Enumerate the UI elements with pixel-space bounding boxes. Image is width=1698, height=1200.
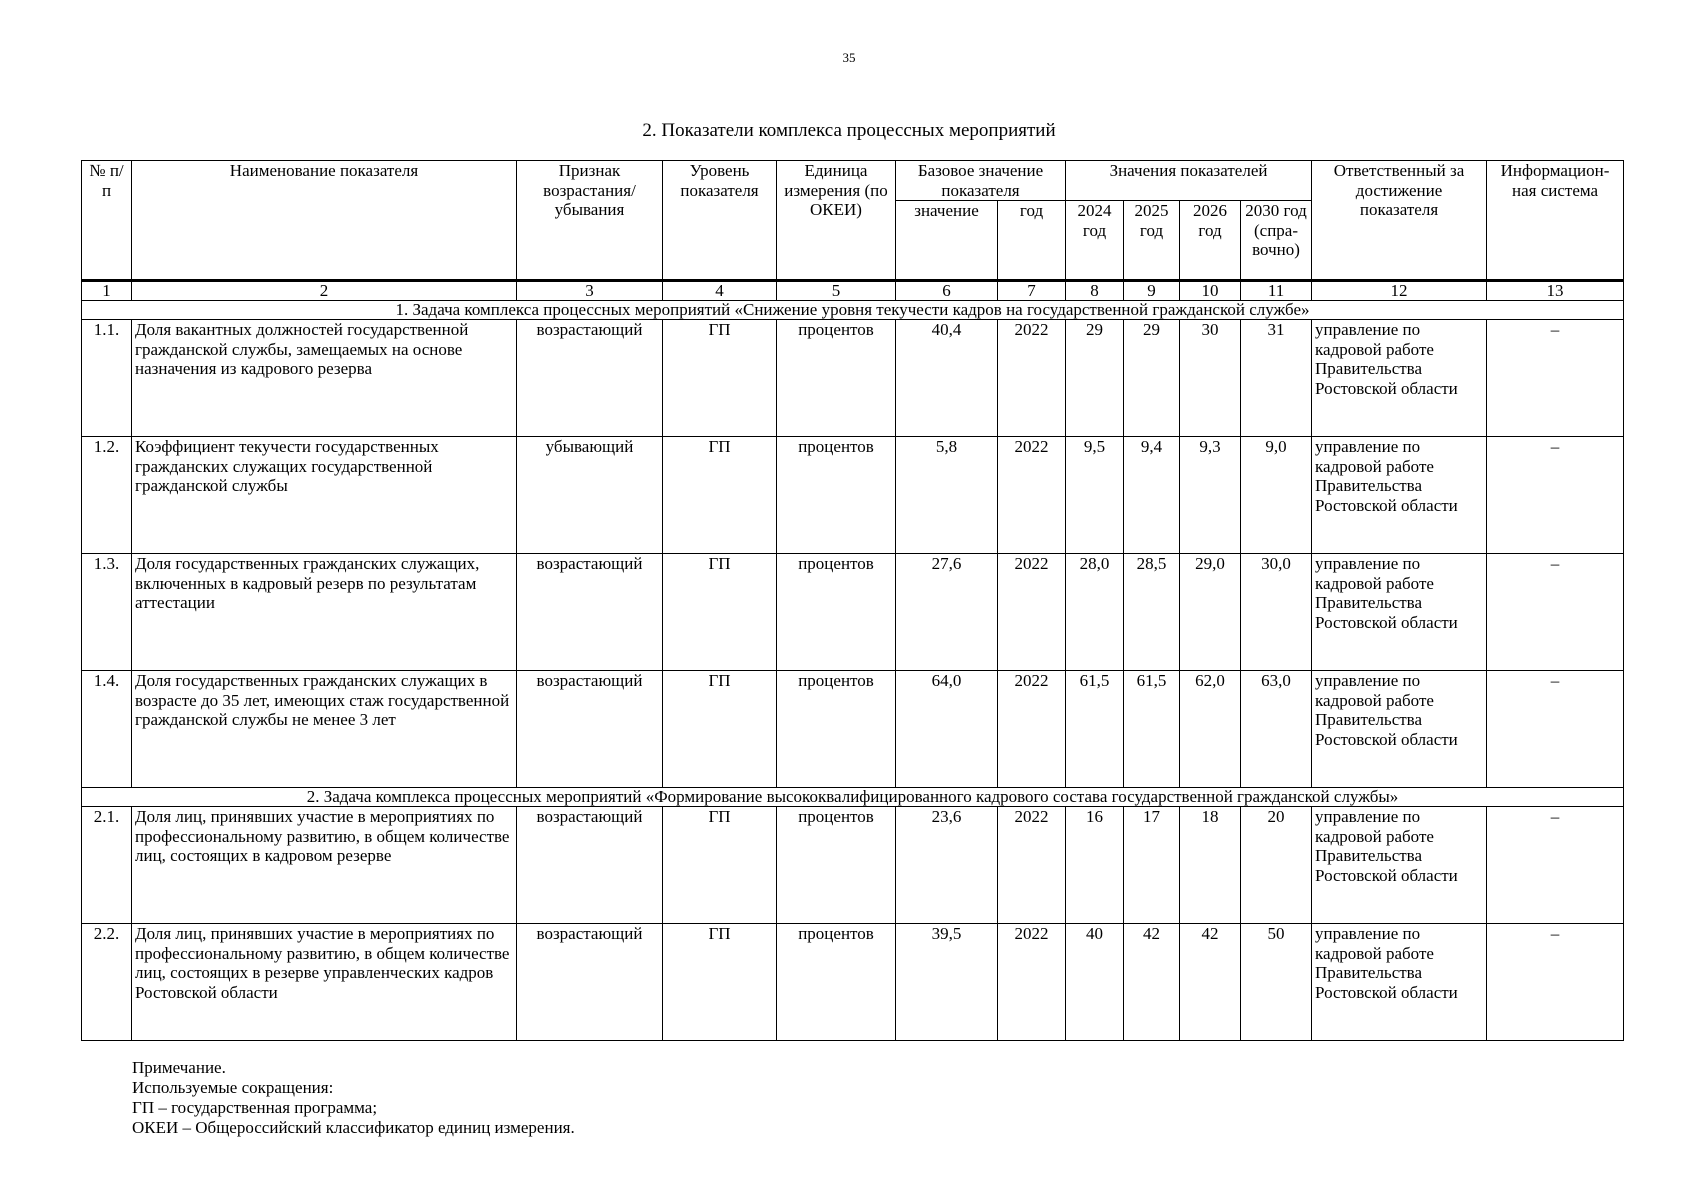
header-num: № п/п <box>82 161 132 281</box>
table-row <box>82 807 1624 924</box>
row-num: 2.1. <box>82 807 132 924</box>
table-row <box>82 554 1624 671</box>
header-2026: 2026 год <box>1180 201 1241 281</box>
value-2025-cell: 42 <box>1124 924 1180 1041</box>
table-body <box>82 281 1624 1041</box>
value-2030-cell: 50 <box>1241 924 1312 1041</box>
base-value-cell: 40,4 <box>896 320 998 437</box>
row-num: 1.4. <box>82 671 132 788</box>
column-number: 10 <box>1180 281 1241 301</box>
header-values: Значения показателей <box>1066 161 1312 201</box>
column-number: 1 <box>82 281 132 301</box>
responsible-cell: управление по кадровой работе Правительства Ростовской области <box>1312 320 1487 437</box>
level-cell: ГП <box>663 924 777 1041</box>
value-2026-cell: 62,0 <box>1180 671 1241 788</box>
header-base-value: значение <box>896 201 998 281</box>
base-value-cell: 64,0 <box>896 671 998 788</box>
row-num: 2.2. <box>82 924 132 1041</box>
info-system-cell: – <box>1487 320 1624 437</box>
header-base: Базовое значение показателя <box>896 161 1066 201</box>
abbreviations-title: Используемые сокращения: <box>132 1078 334 1097</box>
base-year-cell: 2022 <box>998 807 1066 924</box>
value-2024-cell: 29 <box>1066 320 1124 437</box>
value-2024-cell: 61,5 <box>1066 671 1124 788</box>
indicator-name: Доля государственных гражданских служащих в возрасте до 35 лет, имеющих стаж государственной гражданской службы не менее 3 лет <box>132 671 517 788</box>
sign-cell: возрастающий <box>517 924 663 1041</box>
sign-cell: возрастающий <box>517 807 663 924</box>
header-sign: Признак возрастания/ убывания <box>517 161 663 281</box>
table-row <box>82 924 1624 1041</box>
table-row <box>82 671 1624 788</box>
value-2024-cell: 40 <box>1066 924 1124 1041</box>
responsible-cell: управление по кадровой работе Правительства Ростовской области <box>1312 924 1487 1041</box>
row-num: 1.3. <box>82 554 132 671</box>
indicator-name: Доля лиц, принявших участие в мероприятиях по профессиональному развитию, в общем количестве лиц, состоящих в кадровом резерве <box>132 807 517 924</box>
column-number: 9 <box>1124 281 1180 301</box>
value-2030-cell: 30,0 <box>1241 554 1312 671</box>
task-title: 2. Задача комплекса процессных мероприятий «Формирование высококвалифицированного кадрового состава государственной гражданской службы» <box>82 788 1624 807</box>
unit-cell: процентов <box>777 924 896 1041</box>
responsible-cell: управление по кадровой работе Правительства Ростовской области <box>1312 807 1487 924</box>
header-2030: 2030 год (спра-вочно) <box>1241 201 1312 281</box>
task-title: 1. Задача комплекса процессных мероприятий «Снижение уровня текучести кадров на государственной гражданской службе» <box>82 301 1624 320</box>
value-2024-cell: 9,5 <box>1066 437 1124 554</box>
indicator-name: Доля вакантных должностей государственной гражданской службы, замещаемых на основе назначения из кадрового резерва <box>132 320 517 437</box>
base-year-cell: 2022 <box>998 320 1066 437</box>
unit-cell: процентов <box>777 320 896 437</box>
value-2025-cell: 29 <box>1124 320 1180 437</box>
sign-cell: возрастающий <box>517 671 663 788</box>
value-2025-cell: 17 <box>1124 807 1180 924</box>
value-2024-cell: 28,0 <box>1066 554 1124 671</box>
table-row <box>82 437 1624 554</box>
value-2025-cell: 61,5 <box>1124 671 1180 788</box>
value-2026-cell: 9,3 <box>1180 437 1241 554</box>
unit-cell: процентов <box>777 671 896 788</box>
header-info-system: Информацион-ная система <box>1487 161 1624 281</box>
table-header <box>82 161 1624 281</box>
value-2024-cell: 16 <box>1066 807 1124 924</box>
base-year-cell: 2022 <box>998 924 1066 1041</box>
sign-cell: возрастающий <box>517 554 663 671</box>
info-system-cell: – <box>1487 671 1624 788</box>
base-value-cell: 27,6 <box>896 554 998 671</box>
column-number: 7 <box>998 281 1066 301</box>
column-number: 11 <box>1241 281 1312 301</box>
table-row <box>82 320 1624 437</box>
value-2030-cell: 31 <box>1241 320 1312 437</box>
header-level: Уровень показателя <box>663 161 777 281</box>
row-num: 1.2. <box>82 437 132 554</box>
value-2030-cell: 20 <box>1241 807 1312 924</box>
info-system-cell: – <box>1487 924 1624 1041</box>
abbreviation-item: ГП – государственная программа; <box>132 1098 378 1117</box>
header-base-year: год <box>998 201 1066 281</box>
value-2026-cell: 18 <box>1180 807 1241 924</box>
base-value-cell: 23,6 <box>896 807 998 924</box>
header-responsible: Ответственный за достижение показателя <box>1312 161 1487 281</box>
row-num: 1.1. <box>82 320 132 437</box>
column-number: 5 <box>777 281 896 301</box>
indicator-name: Доля государственных гражданских служащих, включенных в кадровый резерв по результатам аттестации <box>132 554 517 671</box>
indicators-table <box>81 160 1624 1041</box>
base-year-cell: 2022 <box>998 437 1066 554</box>
info-system-cell: – <box>1487 437 1624 554</box>
value-2026-cell: 29,0 <box>1180 554 1241 671</box>
value-2026-cell: 42 <box>1180 924 1241 1041</box>
column-number: 8 <box>1066 281 1124 301</box>
header-name: Наименование показателя <box>132 161 517 281</box>
abbreviation-item: ОКЕИ – Общероссийский классификатор единиц измерения. <box>132 1118 575 1137</box>
notes-heading: Примечание. <box>132 1058 226 1077</box>
value-2030-cell: 63,0 <box>1241 671 1312 788</box>
column-number: 6 <box>896 281 998 301</box>
responsible-cell: управление по кадровой работе Правительства Ростовской области <box>1312 671 1487 788</box>
value-2030-cell: 9,0 <box>1241 437 1312 554</box>
column-number: 4 <box>663 281 777 301</box>
task-row <box>82 788 1624 807</box>
unit-cell: процентов <box>777 807 896 924</box>
sign-cell: возрастающий <box>517 320 663 437</box>
responsible-cell: управление по кадровой работе Правительства Ростовской области <box>1312 437 1487 554</box>
page-number: 35 <box>842 50 856 65</box>
responsible-cell: управление по кадровой работе Правительства Ростовской области <box>1312 554 1487 671</box>
unit-cell: процентов <box>777 437 896 554</box>
value-2026-cell: 30 <box>1180 320 1241 437</box>
header-2025: 2025 год <box>1124 201 1180 281</box>
notes-block <box>132 1058 575 1138</box>
base-year-cell: 2022 <box>998 554 1066 671</box>
unit-cell: процентов <box>777 554 896 671</box>
indicator-name: Коэффициент текучести государственных гражданских служащих государственной гражданской службы <box>132 437 517 554</box>
value-2025-cell: 28,5 <box>1124 554 1180 671</box>
column-number: 13 <box>1487 281 1624 301</box>
column-number: 12 <box>1312 281 1487 301</box>
level-cell: ГП <box>663 807 777 924</box>
info-system-cell: – <box>1487 807 1624 924</box>
base-value-cell: 39,5 <box>896 924 998 1041</box>
header-unit: Единица измерения (по ОКЕИ) <box>777 161 896 281</box>
column-number: 3 <box>517 281 663 301</box>
base-value-cell: 5,8 <box>896 437 998 554</box>
header-2024: 2024 год <box>1066 201 1124 281</box>
value-2025-cell: 9,4 <box>1124 437 1180 554</box>
sign-cell: убывающий <box>517 437 663 554</box>
level-cell: ГП <box>663 671 777 788</box>
base-year-cell: 2022 <box>998 671 1066 788</box>
level-cell: ГП <box>663 554 777 671</box>
level-cell: ГП <box>663 320 777 437</box>
document-title: 2. Показатели комплекса процессных мероприятий <box>642 120 1056 141</box>
indicator-name: Доля лиц, принявших участие в мероприятиях по профессиональному развитию, в общем количестве лиц, состоящих в резерве управленческих кадров Ростовской области <box>132 924 517 1041</box>
task-row <box>82 301 1624 320</box>
level-cell: ГП <box>663 437 777 554</box>
info-system-cell: – <box>1487 554 1624 671</box>
column-number-row <box>82 281 1624 301</box>
column-number: 2 <box>132 281 517 301</box>
